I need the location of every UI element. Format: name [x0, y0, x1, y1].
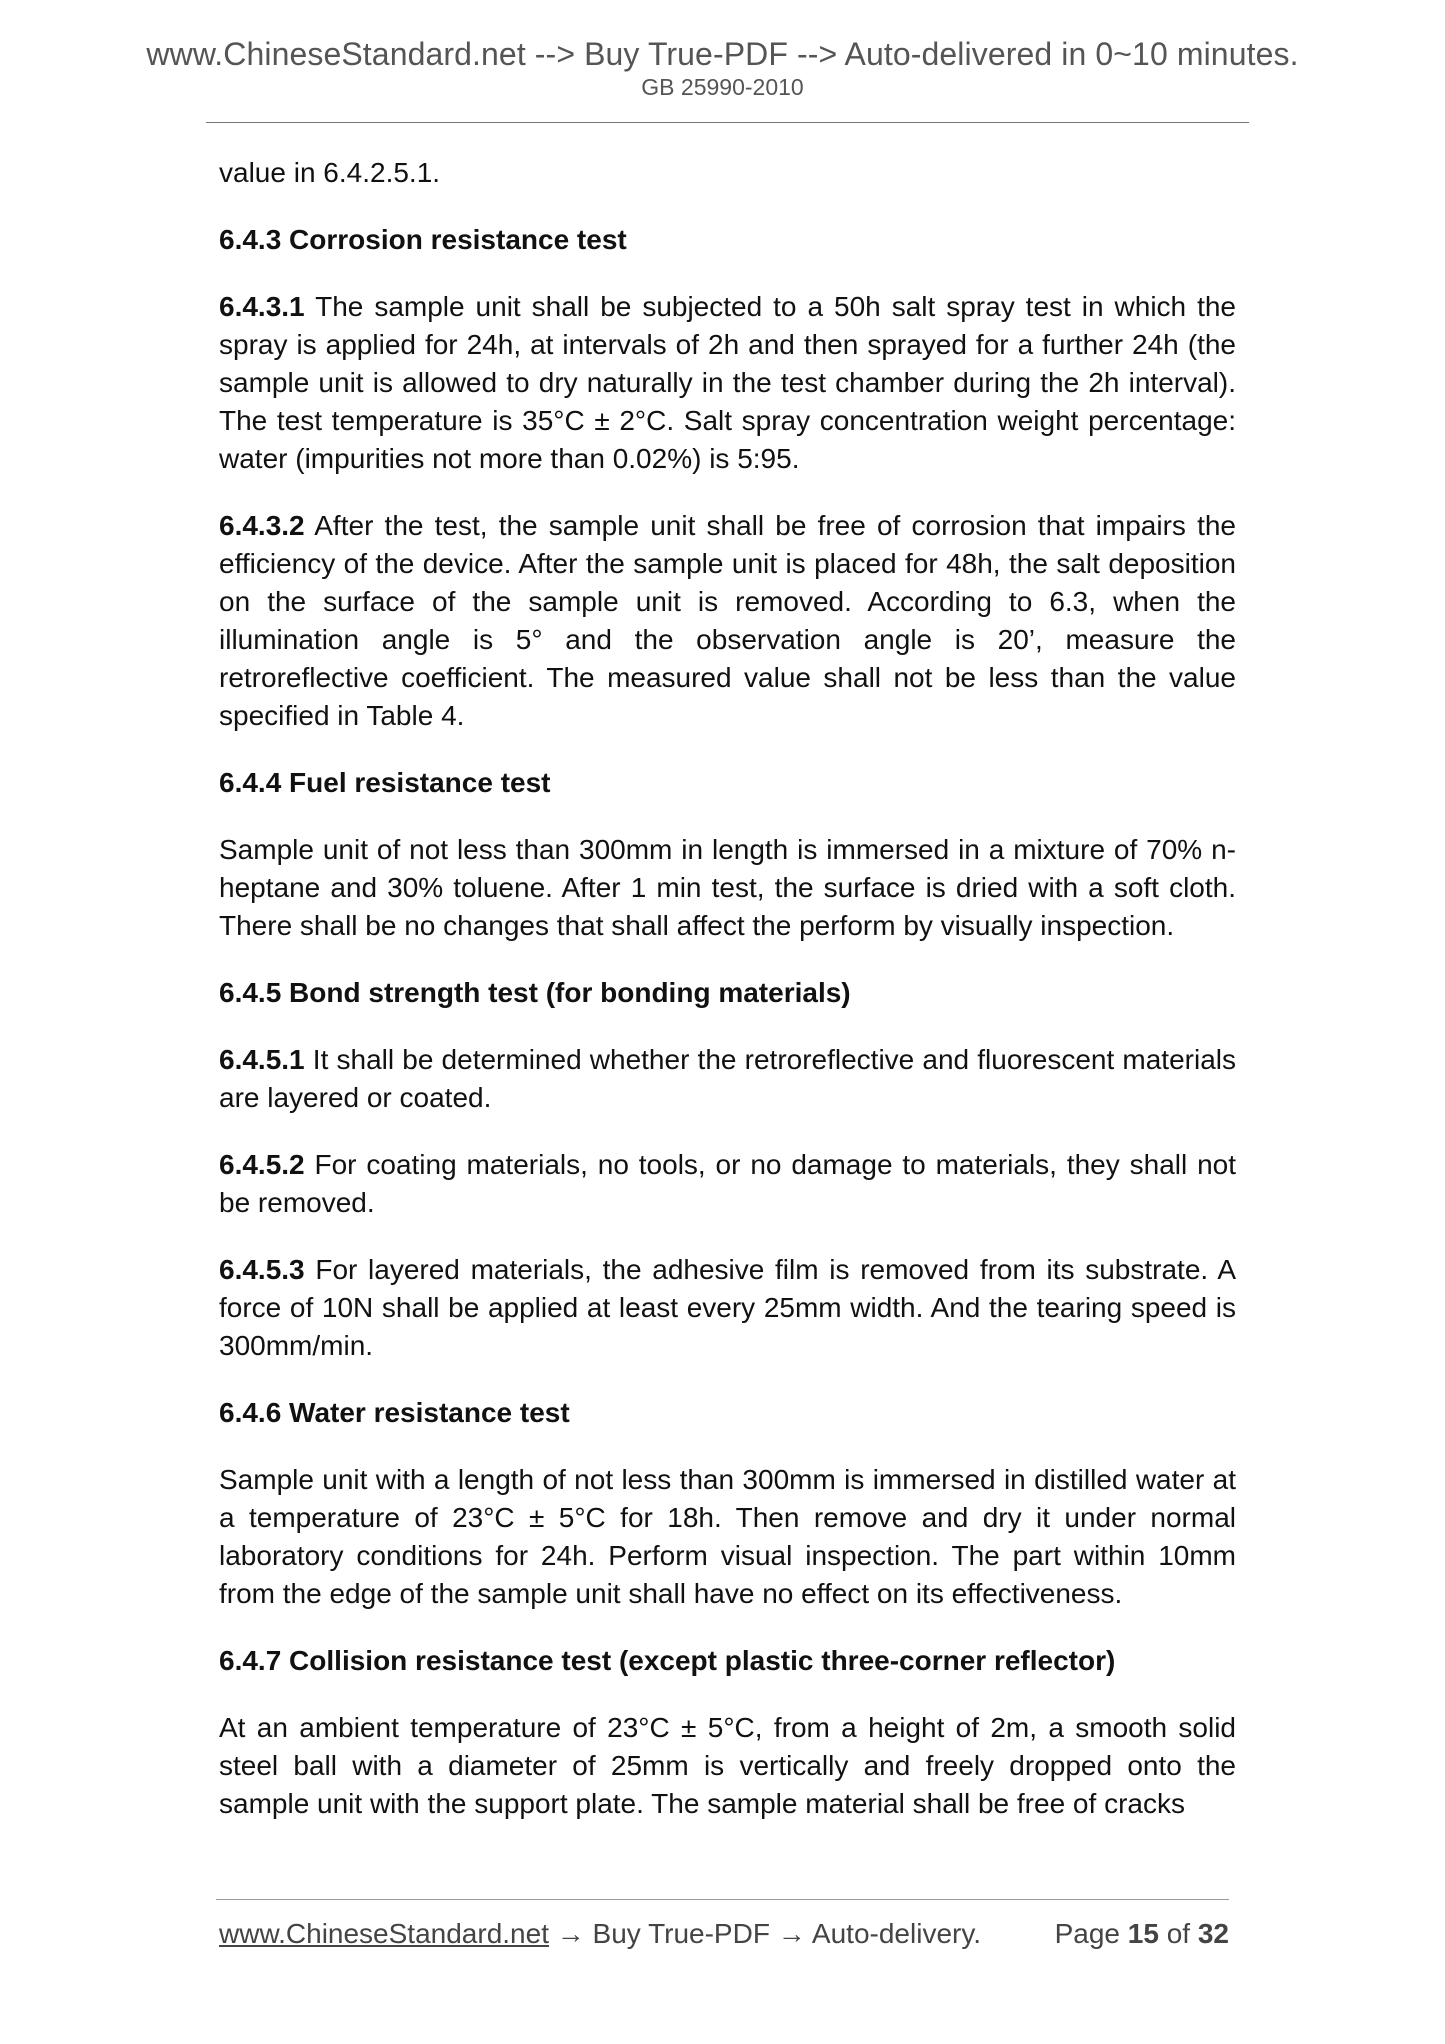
clause-text: For coating materials, no tools, or no damage to materials, they shall not be removed. [219, 1149, 1236, 1218]
heading-6-4-7: 6.4.7 Collision resistance test (except plastic three-corner reflector) [219, 1645, 1116, 1676]
page-footer [219, 1918, 1229, 1958]
clause-number: 6.4.5.1 [219, 1044, 305, 1075]
heading-6-4-6: 6.4.6 Water resistance test [219, 1397, 570, 1428]
heading-6-4-4: 6.4.4 Fuel resistance test [219, 767, 551, 798]
clause-number: 6.4.5.3 [219, 1254, 305, 1285]
header-divider [206, 122, 1249, 123]
footer-divider [216, 1899, 1229, 1900]
paragraph-6-4-5-2 [219, 1146, 1236, 1222]
paragraph-6-4-3-1 [219, 288, 1236, 478]
footer-left [219, 1918, 981, 1950]
paragraph-6-4-6: Sample unit with a length of not less than 300mm is immersed in distilled water at a temperature of 23°C ± 5°C for 18h. Then remove and dry it under normal laboratory conditions for 24h. Perform visual inspection. The part within 10mm from the edge of the sample unit shall have no effect on its effectiveness. [219, 1464, 1236, 1609]
header-banner: www.ChineseStandard.net --> Buy True-PDF --> Auto-delivered in 0~10 minutes. [146, 36, 1299, 72]
paragraph-6-4-3-2 [219, 507, 1236, 735]
paragraph-6-4-5-3 [219, 1251, 1236, 1365]
page-of-label: of [1158, 1918, 1198, 1949]
clause-number: 6.4.3.2 [219, 510, 305, 541]
clause-number: 6.4.3.1 [219, 291, 305, 322]
paragraph-6-4-4: Sample unit of not less than 300mm in length is immersed in a mixture of 70% n-heptane and 30% toluene. After 1 min test, the surface is dried with a soft cloth. There shall be no changes that shall affect the perform by visually inspection. [219, 834, 1236, 941]
clause-number: 6.4.5.2 [219, 1149, 305, 1180]
clause-text: It shall be determined whether the retroreflective and fluorescent materials are layered or coated. [219, 1044, 1236, 1113]
clause-text: The sample unit shall be subjected to a 50h salt spray test in which the spray is applied for 24h, at intervals of 2h and then sprayed for a further 24h (the sample unit is allowed to dry naturally in the test chamber during the 2h interval). The test temperature is 35°C ± 2°C. Salt spray concentration weight percentage: water (impurities not more than 0.02%) is 5:95. [219, 291, 1236, 474]
page-current: 15 [1127, 1918, 1159, 1949]
page-label: Page [1054, 1918, 1128, 1949]
document-id: GB 25990-2010 [641, 74, 804, 100]
page-total: 32 [1197, 1918, 1229, 1949]
clause-text: For layered materials, the adhesive film is removed from its substrate. A force of 10N shall be applied at least every 25mm width. And the tearing speed is 300mm/min. [219, 1254, 1236, 1361]
page-body [219, 154, 1236, 1852]
footer-tagline: → Buy True-PDF → Auto-delivery. [548, 1918, 982, 1949]
paragraph-6-4-7: At an ambient temperature of 23°C ± 5°C, from a height of 2m, a smooth solid steel ball with a diameter of 25mm is vertically and freely dropped onto the sample unit with the support plate. The sample material shall be free of cracks [219, 1712, 1236, 1819]
heading-6-4-3: 6.4.3 Corrosion resistance test [219, 224, 627, 255]
page-indicator [1055, 1918, 1229, 1950]
footer-site-link[interactable]: www.ChineseStandard.net [219, 1918, 549, 1949]
clause-text: After the test, the sample unit shall be free of corrosion that impairs the efficiency of the device. After the sample unit is placed for 48h, the salt deposition on the surface of the sample unit is removed. According to 6.3, when the illumination angle is 5° and the observation angle is 20’, measure the retroreflective coefficient. The measured value shall not be less than the value specified in Table 4. [219, 510, 1236, 731]
paragraph-6-4-5-1 [219, 1041, 1236, 1117]
paragraph-continuation: value in 6.4.2.5.1. [219, 157, 441, 188]
heading-6-4-5: 6.4.5 Bond strength test (for bonding materials) [219, 977, 851, 1008]
